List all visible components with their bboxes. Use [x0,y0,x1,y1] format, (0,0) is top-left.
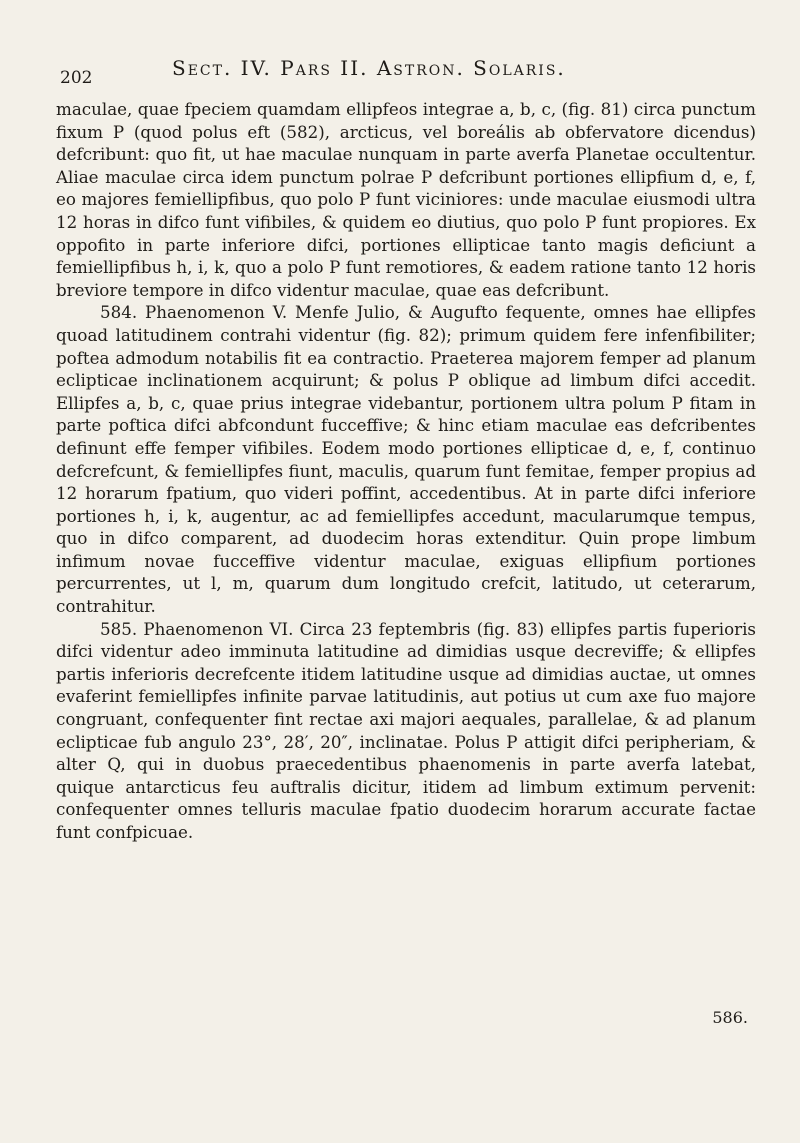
page-number: 202 [60,68,93,88]
paragraph-584: 584. Phaenomenon V. Menfe Julio, & Augufto fequente, omnes hae ellipfes quoad latitudinem contrahi videntur (fig. 82); primum quidem fere infenfibiliter; poftea admodum notabilis fit ea contractio. Praeterea majorem femper ad planum eclipticae inclinationem acquirunt; & polus P oblique ad limbum difci accedit. Ellipfes a, b, c, quae prius integrae videbantur, portionem ultra polum P fitam in parte poftica difci abfcondunt fucceffive; & hinc etiam maculae eas defcribentes definunt effe femper vifibiles. Eodem modo portiones ellipticae d, e, f, continuo defcrefcunt, & femiellipfes fiunt, maculis, quarum funt femitae, femper propius ad 12 horarum fpatium, quo videri poffint, accedentibus. At in parte difci inferiore portiones h, i, k, augentur, ac ad femiellipfes accedunt, macularumque tempus, quo in difco comparent, ad duodecim horas extenditur. Quin prope limbum infimum novae fucceffive videntur maculae, exiguas ellipfium portiones percurrentes, ut l, m, quarum dum longitudo crefcit, latitudo, ut ceterarum, contrahitur. [56,302,756,617]
running-head: Sect. IV. Pars II. Astron. Solaris. [172,56,566,80]
paragraph-585: 585. Phaenomenon VI. Circa 23 feptembris (fig. 83) ellipfes partis fuperioris difci videntur adeo imminuta latitudine ad dimidias usque decreviffe; & ellipfes partis inferioris decrefcente itidem latitudine usque ad dimidias auctae, ut omnes evaferint femiellipfes infinite parvae latitudinis, aut potius ut cum axe fuo majore congruant, confequenter fint rectae axi majori aequales, parallelae, & ad planum eclipticae fub angulo 23°, 28′, 20″, inclinatae. Polus P attigit difci peripheriam, & alter Q, qui in duobus praecedentibus phaenomenis in parte averfa latebat, quique antarcticus feu auftralis dicitur, itidem ad limbum extimum pervenit: confequenter omnes telluris maculae fpatio duodecim horarum accurate factae funt confpicuae. [56,618,756,842]
paragraph-583-continued: maculae, quae fpeciem quamdam ellipfeos integrae a, b, c, (fig. 81) circa punctum fixum P (quod polus eft (582), arcticus, vel boreális ab obfervatore dicendus) defcribunt: quo fit, ut hae maculae nunquam in parte averfa Planetae occultentur. Aliae maculae circa idem punctum polrae P defcribunt portiones ellipfium d, e, f, eo majores femiellipfibus, quo polo P funt viciniores: unde maculae eiusmodi ultra 12 horas in difco funt vifibiles, & quidem eo diutius, quo polo P funt propiores. Ex oppofito in parte inferiore difci, portiones ellipticae tanto magis deficiunt a femiellipfibus h, i, k, quo a polo P funt remotiores, & eadem ratione tanto 12 horis breviore tempore in difco videntur maculae, quae eas defcribunt. [56,99,756,300]
text-body [56,98,756,844]
page-header [60,56,748,86]
catchword: 586. [712,1008,748,1027]
